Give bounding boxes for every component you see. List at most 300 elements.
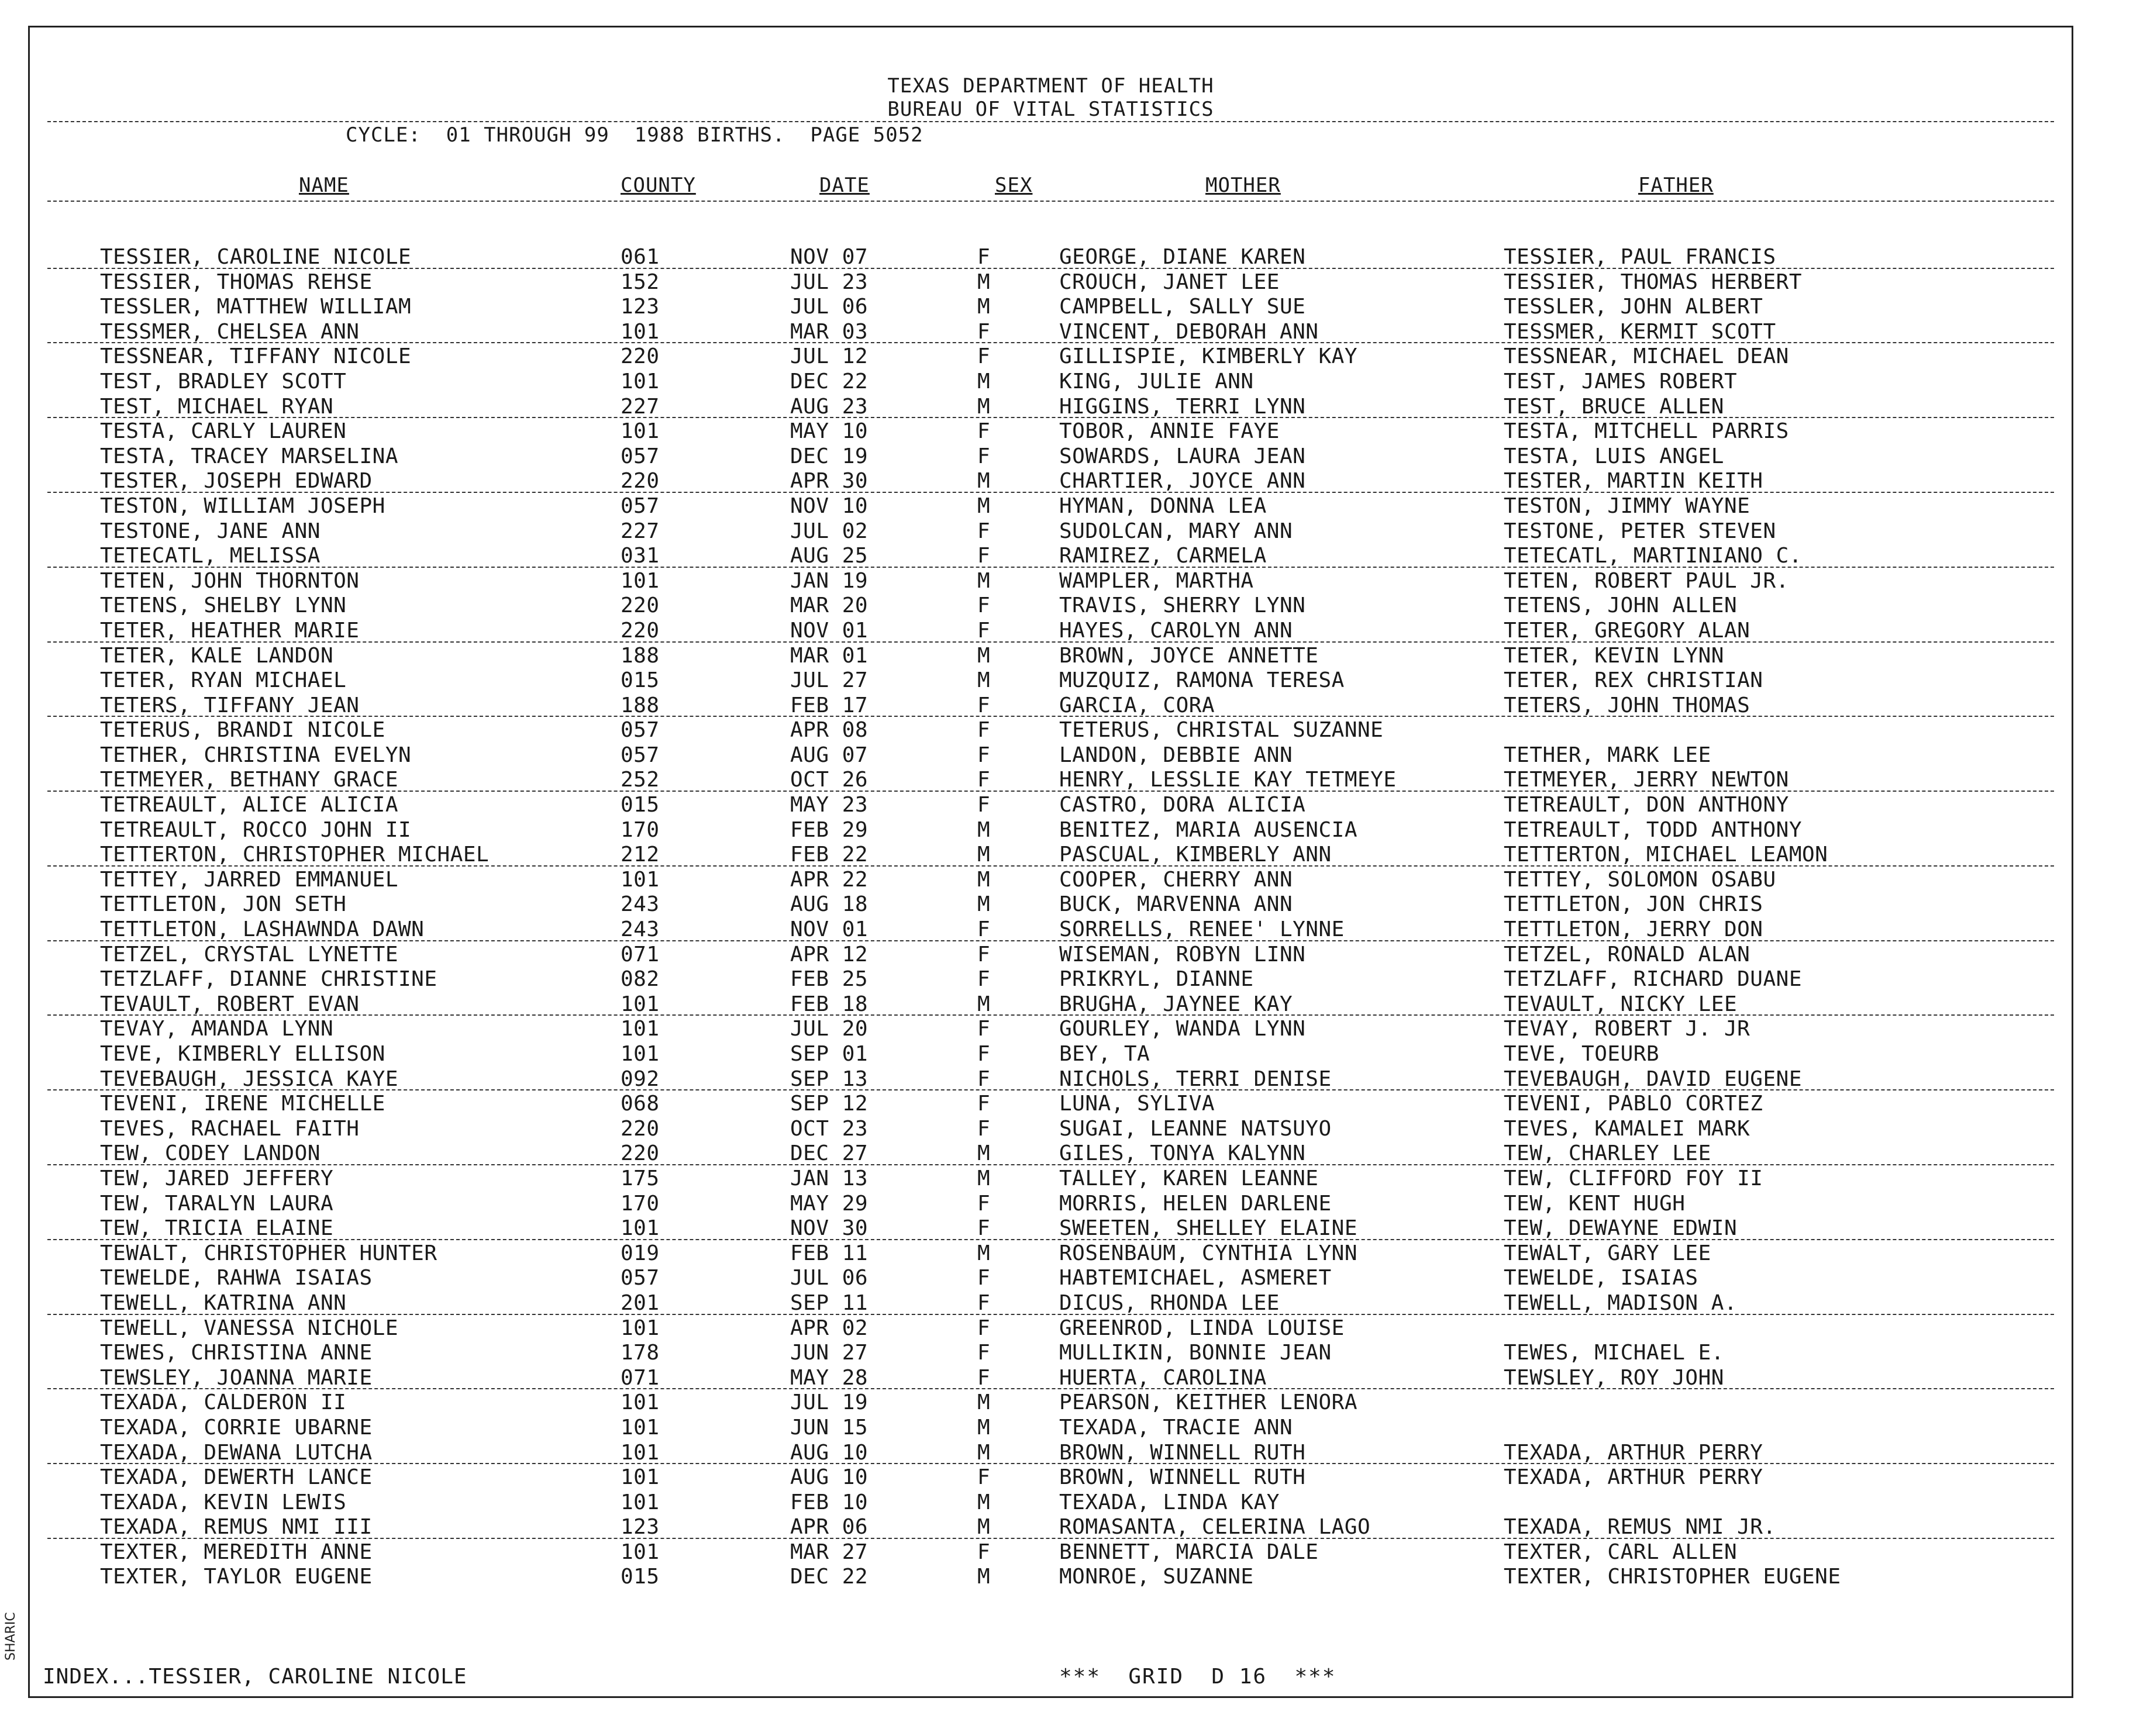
record-name: TEWALT, CHRISTOPHER HUNTER bbox=[100, 1241, 437, 1265]
record-sex: F bbox=[977, 1465, 991, 1490]
record-county: 092 bbox=[621, 1067, 660, 1091]
record-mother: PRIKRYL, DIANNE bbox=[1059, 967, 1254, 992]
record-date: JUN 15 bbox=[790, 1415, 869, 1440]
record-date: JUL 27 bbox=[790, 668, 869, 693]
record-sex: M bbox=[977, 1390, 991, 1415]
side-mark: SHARIC bbox=[4, 1612, 18, 1661]
record-date: JAN 19 bbox=[790, 568, 869, 593]
record-father: TEVES, KAMALEI MARK bbox=[1504, 1116, 1750, 1141]
record-mother: HENRY, LESSLIE KAY TETMEYE bbox=[1059, 768, 1397, 792]
record-sex: M bbox=[977, 817, 991, 842]
record-name: TEWES, CHRISTINA ANNE bbox=[100, 1341, 373, 1365]
record-name: TETZEL, CRYSTAL LYNETTE bbox=[100, 942, 398, 967]
record-mother: BRUGHA, JAYNEE KAY bbox=[1059, 992, 1293, 1016]
record-row bbox=[30, 370, 2072, 395]
record-mother: HYMAN, DONNA LEA bbox=[1059, 493, 1267, 518]
record-father: TEVAY, ROBERT J. JR bbox=[1504, 1017, 1750, 1041]
record-mother: HABTEMICHAEL, ASMERET bbox=[1059, 1266, 1332, 1290]
record-sex: F bbox=[977, 1365, 991, 1390]
record-sex: F bbox=[977, 519, 991, 543]
record-mother: TRAVIS, SHERRY LYNN bbox=[1059, 593, 1306, 618]
record-county: 178 bbox=[621, 1341, 660, 1365]
record-father: TEWALT, GARY LEE bbox=[1504, 1241, 1711, 1265]
record-mother: TEXADA, LINDA KAY bbox=[1059, 1490, 1280, 1514]
record-sex: M bbox=[977, 668, 991, 693]
record-mother: TOBOR, ANNIE FAYE bbox=[1059, 419, 1280, 444]
record-mother: SUGAI, LEANNE NATSUYO bbox=[1059, 1116, 1332, 1141]
record-mother: PEARSON, KEITHER LENORA bbox=[1059, 1390, 1357, 1415]
record-mother: SUDOLCAN, MARY ANN bbox=[1059, 519, 1293, 543]
record-row bbox=[30, 793, 2072, 818]
record-mother: CHARTIER, JOYCE ANN bbox=[1059, 469, 1306, 493]
record-father: TETHER, MARK LEE bbox=[1504, 743, 1711, 767]
record-county: 123 bbox=[621, 1515, 660, 1540]
record-row bbox=[30, 1341, 2072, 1366]
record-county: 188 bbox=[621, 693, 660, 717]
column-header-mother: MOTHER bbox=[1205, 174, 1281, 197]
record-mother: LANDON, DEBBIE ANN bbox=[1059, 743, 1293, 767]
record-row bbox=[30, 693, 2072, 719]
record-county: 057 bbox=[621, 444, 660, 468]
record-row bbox=[30, 395, 2072, 420]
record-sex: F bbox=[977, 1216, 991, 1241]
record-date: JUN 27 bbox=[790, 1341, 869, 1365]
record-name: TEST, MICHAEL RYAN bbox=[100, 394, 334, 419]
record-mother: GARCIA, CORA bbox=[1059, 693, 1215, 717]
record-date: NOV 07 bbox=[790, 245, 869, 269]
record-father: TEVE, TOEURB bbox=[1504, 1042, 1660, 1066]
record-row bbox=[30, 544, 2072, 569]
record-county: 220 bbox=[621, 344, 660, 369]
record-father: TESTONE, PETER STEVEN bbox=[1504, 519, 1776, 543]
record-row bbox=[30, 1017, 2072, 1042]
record-name: TEXADA, DEWERTH LANCE bbox=[100, 1465, 373, 1490]
record-name: TETER, KALE LANDON bbox=[100, 643, 334, 668]
record-sex: F bbox=[977, 1092, 991, 1116]
record-county: 252 bbox=[621, 768, 660, 792]
record-father: TETREAULT, DON ANTHONY bbox=[1504, 793, 1789, 817]
record-mother: MUZQUIZ, RAMONA TERESA bbox=[1059, 668, 1345, 693]
record-father: TESSLER, JOHN ALBERT bbox=[1504, 295, 1763, 319]
record-mother: ROMASANTA, CELERINA LAGO bbox=[1059, 1515, 1371, 1540]
record-mother: WAMPLER, MARTHA bbox=[1059, 568, 1254, 593]
record-father: TEST, BRUCE ALLEN bbox=[1504, 394, 1724, 419]
record-date: AUG 10 bbox=[790, 1465, 869, 1490]
record-county: 188 bbox=[621, 643, 660, 668]
record-mother: HIGGINS, TERRI LYNN bbox=[1059, 394, 1306, 419]
record-father: TEW, CHARLEY LEE bbox=[1504, 1141, 1711, 1166]
record-mother: COOPER, CHERRY ANN bbox=[1059, 867, 1293, 892]
column-header-date: DATE bbox=[819, 174, 870, 197]
record-mother: GILES, TONYA KALYNN bbox=[1059, 1141, 1306, 1166]
record-date: FEB 22 bbox=[790, 843, 869, 867]
record-county: 057 bbox=[621, 1266, 660, 1290]
cycle-line: CYCLE: 01 THROUGH 99 1988 BIRTHS. PAGE 5052 bbox=[346, 123, 923, 147]
record-county: 068 bbox=[621, 1092, 660, 1116]
record-date: NOV 01 bbox=[790, 917, 869, 942]
record-row bbox=[30, 868, 2072, 893]
record-row bbox=[30, 1416, 2072, 1441]
record-father: TEW, CLIFFORD FOY II bbox=[1504, 1166, 1763, 1190]
record-name: TETREAULT, ROCCO JOHN II bbox=[100, 817, 412, 842]
record-name: TETECATL, MELISSA bbox=[100, 544, 321, 568]
record-date: AUG 18 bbox=[790, 892, 869, 917]
record-row bbox=[30, 1042, 2072, 1067]
record-sex: M bbox=[977, 469, 991, 493]
record-father: TESSMER, KERMIT SCOTT bbox=[1504, 319, 1776, 344]
record-date: OCT 26 bbox=[790, 768, 869, 792]
record-sex: M bbox=[977, 493, 991, 518]
record-sex: M bbox=[977, 1141, 991, 1166]
record-sex: F bbox=[977, 967, 991, 992]
record-mother: MULLIKIN, BONNIE JEAN bbox=[1059, 1341, 1332, 1365]
record-county: 101 bbox=[621, 419, 660, 444]
record-sex: F bbox=[977, 1266, 991, 1290]
record-date: JUL 23 bbox=[790, 270, 869, 294]
record-row bbox=[30, 519, 2072, 544]
record-sex: F bbox=[977, 245, 991, 269]
record-name: TESTONE, JANE ANN bbox=[100, 519, 321, 543]
document-page bbox=[28, 26, 2073, 1698]
record-name: TETREAULT, ALICE ALICIA bbox=[100, 793, 398, 817]
column-header-name: NAME bbox=[299, 174, 349, 197]
record-date: NOV 30 bbox=[790, 1216, 869, 1241]
column-header-father: FATHER bbox=[1638, 174, 1714, 197]
record-mother: SOWARDS, LAURA JEAN bbox=[1059, 444, 1306, 468]
record-row bbox=[30, 270, 2072, 295]
record-county: 015 bbox=[621, 668, 660, 693]
record-mother: GEORGE, DIANE KAREN bbox=[1059, 245, 1306, 269]
record-row bbox=[30, 1540, 2072, 1565]
record-date: MAY 29 bbox=[790, 1191, 869, 1216]
record-sex: F bbox=[977, 1017, 991, 1041]
record-row bbox=[30, 644, 2072, 669]
record-mother: CASTRO, DORA ALICIA bbox=[1059, 793, 1306, 817]
record-sex: F bbox=[977, 1341, 991, 1365]
record-date: FEB 10 bbox=[790, 1490, 869, 1514]
record-mother: CAMPBELL, SALLY SUE bbox=[1059, 295, 1306, 319]
record-date: AUG 07 bbox=[790, 743, 869, 767]
record-date: MAR 03 bbox=[790, 319, 869, 344]
record-row bbox=[30, 1390, 2072, 1416]
record-mother: PASCUAL, KIMBERLY ANN bbox=[1059, 843, 1332, 867]
record-row bbox=[30, 494, 2072, 519]
record-date: JUL 19 bbox=[790, 1390, 869, 1415]
record-father: TESTA, MITCHELL PARRIS bbox=[1504, 419, 1789, 444]
record-county: 101 bbox=[621, 1390, 660, 1415]
record-name: TEWELL, VANESSA NICHOLE bbox=[100, 1316, 398, 1340]
record-county: 220 bbox=[621, 618, 660, 643]
record-mother: BENITEZ, MARIA AUSENCIA bbox=[1059, 817, 1357, 842]
record-father: TEXTER, CHRISTOPHER EUGENE bbox=[1504, 1565, 1841, 1589]
record-father: TETECATL, MARTINIANO C. bbox=[1504, 544, 1802, 568]
record-county: 123 bbox=[621, 295, 660, 319]
record-county: 057 bbox=[621, 493, 660, 518]
record-county: 170 bbox=[621, 817, 660, 842]
record-sex: M bbox=[977, 643, 991, 668]
record-father: TEW, DEWAYNE EDWIN bbox=[1504, 1216, 1738, 1241]
record-mother: BROWN, WINNELL RUTH bbox=[1059, 1440, 1306, 1465]
record-row bbox=[30, 1092, 2072, 1117]
record-date: NOV 10 bbox=[790, 493, 869, 518]
record-county: 227 bbox=[621, 394, 660, 419]
record-row bbox=[30, 320, 2072, 345]
record-row bbox=[30, 593, 2072, 619]
record-name: TETMEYER, BETHANY GRACE bbox=[100, 768, 398, 792]
record-sex: F bbox=[977, 593, 991, 618]
record-date: MAR 27 bbox=[790, 1540, 869, 1564]
record-father: TESTA, LUIS ANGEL bbox=[1504, 444, 1724, 468]
record-date: APR 12 bbox=[790, 942, 869, 967]
record-father: TETERS, JOHN THOMAS bbox=[1504, 693, 1750, 717]
record-row bbox=[30, 295, 2072, 320]
record-row bbox=[30, 1241, 2072, 1266]
record-sex: M bbox=[977, 992, 991, 1016]
record-county: 243 bbox=[621, 917, 660, 942]
record-date: APR 06 bbox=[790, 1515, 869, 1540]
record-sex: M bbox=[977, 1565, 991, 1589]
record-father: TETTLETON, JON CHRIS bbox=[1504, 892, 1763, 917]
record-county: 170 bbox=[621, 1191, 660, 1216]
record-sex: F bbox=[977, 1316, 991, 1340]
record-mother: BROWN, WINNELL RUTH bbox=[1059, 1465, 1306, 1490]
record-date: JUL 12 bbox=[790, 344, 869, 369]
record-father: TETER, KEVIN LYNN bbox=[1504, 643, 1724, 668]
record-sex: M bbox=[977, 270, 991, 294]
record-name: TESSIER, CAROLINE NICOLE bbox=[100, 245, 412, 269]
record-name: TETENS, SHELBY LYNN bbox=[100, 593, 347, 618]
record-sex: M bbox=[977, 1490, 991, 1514]
record-mother: GREENROD, LINDA LOUISE bbox=[1059, 1316, 1345, 1340]
record-father: TEVEBAUGH, DAVID EUGENE bbox=[1504, 1067, 1802, 1091]
record-county: 061 bbox=[621, 245, 660, 269]
record-county: 101 bbox=[621, 1540, 660, 1564]
record-county: 015 bbox=[621, 1565, 660, 1589]
record-date: APR 08 bbox=[790, 718, 869, 743]
record-name: TESTA, CARLY LAUREN bbox=[100, 419, 347, 444]
record-row bbox=[30, 569, 2072, 594]
record-name: TETTERTON, CHRISTOPHER MICHAEL bbox=[100, 843, 490, 867]
record-county: 101 bbox=[621, 369, 660, 394]
record-father: TESSIER, THOMAS HERBERT bbox=[1504, 270, 1802, 294]
record-mother: RAMIREZ, CARMELA bbox=[1059, 544, 1267, 568]
record-father: TESTER, MARTIN KEITH bbox=[1504, 469, 1763, 493]
records-list bbox=[30, 245, 2072, 1590]
record-county: 101 bbox=[621, 1042, 660, 1066]
record-name: TEW, TARALYN LAURA bbox=[100, 1191, 334, 1216]
record-row bbox=[30, 469, 2072, 494]
record-date: MAR 01 bbox=[790, 643, 869, 668]
record-mother: VINCENT, DEBORAH ANN bbox=[1059, 319, 1319, 344]
record-name: TEXADA, REMUS NMI III bbox=[100, 1515, 373, 1540]
record-county: 101 bbox=[621, 1216, 660, 1241]
record-row bbox=[30, 843, 2072, 868]
record-sex: F bbox=[977, 544, 991, 568]
record-father: TEWES, MICHAEL E. bbox=[1504, 1341, 1724, 1365]
record-sex: M bbox=[977, 568, 991, 593]
record-date: MAY 23 bbox=[790, 793, 869, 817]
bureau-title: BUREAU OF VITAL STATISTICS bbox=[887, 98, 1214, 121]
record-date: JAN 13 bbox=[790, 1166, 869, 1190]
record-county: 031 bbox=[621, 544, 660, 568]
record-row bbox=[30, 419, 2072, 444]
record-county: 220 bbox=[621, 1141, 660, 1166]
record-row bbox=[30, 818, 2072, 843]
record-name: TEW, TRICIA ELAINE bbox=[100, 1216, 334, 1241]
column-header-county: COUNTY bbox=[621, 174, 696, 197]
record-father: TETMEYER, JERRY NEWTON bbox=[1504, 768, 1789, 792]
record-father: TEXTER, CARL ALLEN bbox=[1504, 1540, 1738, 1564]
record-date: NOV 01 bbox=[790, 618, 869, 643]
record-county: 101 bbox=[621, 319, 660, 344]
record-row bbox=[30, 1141, 2072, 1166]
record-name: TESSIER, THOMAS REHSE bbox=[100, 270, 373, 294]
record-name: TETERUS, BRANDI NICOLE bbox=[100, 718, 385, 743]
record-county: 101 bbox=[621, 1017, 660, 1041]
record-father: TETREAULT, TODD ANTHONY bbox=[1504, 817, 1802, 842]
record-father: TEVAULT, NICKY LEE bbox=[1504, 992, 1738, 1016]
record-sex: F bbox=[977, 344, 991, 369]
record-row bbox=[30, 1166, 2072, 1192]
record-date: JUL 06 bbox=[790, 295, 869, 319]
record-mother: TALLEY, KAREN LEANNE bbox=[1059, 1166, 1319, 1190]
record-date: AUG 23 bbox=[790, 394, 869, 419]
record-father: TETTERTON, MICHAEL LEAMON bbox=[1504, 843, 1828, 867]
record-father: TESSIER, PAUL FRANCIS bbox=[1504, 245, 1776, 269]
record-mother: DICUS, RHONDA LEE bbox=[1059, 1290, 1280, 1315]
record-father: TEXADA, ARTHUR PERRY bbox=[1504, 1440, 1763, 1465]
record-father: TEWELL, MADISON A. bbox=[1504, 1290, 1738, 1315]
record-row bbox=[30, 992, 2072, 1017]
record-mother: SWEETEN, SHELLEY ELAINE bbox=[1059, 1216, 1357, 1241]
record-name: TEXTER, TAYLOR EUGENE bbox=[100, 1565, 373, 1589]
record-county: 057 bbox=[621, 718, 660, 743]
record-row bbox=[30, 718, 2072, 743]
record-sex: F bbox=[977, 942, 991, 967]
record-date: MAY 10 bbox=[790, 419, 869, 444]
record-sex: F bbox=[977, 768, 991, 792]
record-sex: F bbox=[977, 718, 991, 743]
record-name: TEXADA, CORRIE UBARNE bbox=[100, 1415, 373, 1440]
record-sex: M bbox=[977, 892, 991, 917]
record-name: TEXTER, MEREDITH ANNE bbox=[100, 1540, 373, 1564]
record-sex: M bbox=[977, 394, 991, 419]
record-mother: SORRELLS, RENEE' LYNNE bbox=[1059, 917, 1345, 942]
record-sex: M bbox=[977, 1440, 991, 1465]
record-row bbox=[30, 1291, 2072, 1316]
record-row bbox=[30, 743, 2072, 768]
record-row bbox=[30, 1515, 2072, 1540]
column-header-divider bbox=[47, 201, 2054, 202]
record-sex: F bbox=[977, 1191, 991, 1216]
record-father: TESTON, JIMMY WAYNE bbox=[1504, 493, 1750, 518]
record-father: TEXADA, REMUS NMI JR. bbox=[1504, 1515, 1776, 1540]
record-father: TESSNEAR, MICHAEL DEAN bbox=[1504, 344, 1789, 369]
record-mother: TEXADA, TRACIE ANN bbox=[1059, 1415, 1293, 1440]
record-sex: F bbox=[977, 444, 991, 468]
record-sex: F bbox=[977, 793, 991, 817]
record-date: FEB 25 bbox=[790, 967, 869, 992]
record-mother: WISEMAN, ROBYN LINN bbox=[1059, 942, 1306, 967]
record-name: TEW, CODEY LANDON bbox=[100, 1141, 321, 1166]
record-sex: F bbox=[977, 917, 991, 942]
record-mother: GILLISPIE, KIMBERLY KAY bbox=[1059, 344, 1357, 369]
record-father: TEWELDE, ISAIAS bbox=[1504, 1266, 1698, 1290]
record-mother: BEY, TA bbox=[1059, 1042, 1150, 1066]
record-row bbox=[30, 1565, 2072, 1590]
record-date: SEP 11 bbox=[790, 1290, 869, 1315]
record-name: TEXADA, CALDERON II bbox=[100, 1390, 347, 1415]
record-row bbox=[30, 245, 2072, 270]
record-county: 015 bbox=[621, 793, 660, 817]
record-mother: CROUCH, JANET LEE bbox=[1059, 270, 1280, 294]
record-father: TEWSLEY, ROY JOHN bbox=[1504, 1365, 1724, 1390]
record-mother: NICHOLS, TERRI DENISE bbox=[1059, 1067, 1332, 1091]
record-mother: MORRIS, HELEN DARLENE bbox=[1059, 1191, 1332, 1216]
record-name: TESSLER, MATTHEW WILLIAM bbox=[100, 295, 412, 319]
record-county: 220 bbox=[621, 593, 660, 618]
record-date: MAY 28 bbox=[790, 1365, 869, 1390]
record-county: 101 bbox=[621, 1415, 660, 1440]
record-father: TETTEY, SOLOMON OSABU bbox=[1504, 867, 1776, 892]
record-father: TETZLAFF, RICHARD DUANE bbox=[1504, 967, 1802, 992]
record-county: 175 bbox=[621, 1166, 660, 1190]
record-mother: BUCK, MARVENNA ANN bbox=[1059, 892, 1293, 917]
record-name: TEVES, RACHAEL FAITH bbox=[100, 1116, 360, 1141]
record-sex: F bbox=[977, 419, 991, 444]
record-name: TETHER, CHRISTINA EVELYN bbox=[100, 743, 412, 767]
record-name: TEXADA, KEVIN LEWIS bbox=[100, 1490, 347, 1514]
record-name: TEXADA, DEWANA LUTCHA bbox=[100, 1440, 373, 1465]
record-name: TETERS, TIFFANY JEAN bbox=[100, 693, 360, 717]
record-date: APR 30 bbox=[790, 469, 869, 493]
record-mother: HUERTA, CAROLINA bbox=[1059, 1365, 1267, 1390]
record-father: TETENS, JOHN ALLEN bbox=[1504, 593, 1738, 618]
record-date: DEC 27 bbox=[790, 1141, 869, 1166]
index-footer: INDEX...TESSIER, CAROLINE NICOLE bbox=[43, 1665, 467, 1689]
record-name: TETTLETON, LASHAWNDA DAWN bbox=[100, 917, 425, 942]
record-sex: F bbox=[977, 319, 991, 344]
record-sex: F bbox=[977, 693, 991, 717]
record-mother: GOURLEY, WANDA LYNN bbox=[1059, 1017, 1306, 1041]
record-sex: F bbox=[977, 1540, 991, 1564]
record-county: 057 bbox=[621, 743, 660, 767]
record-sex: F bbox=[977, 1116, 991, 1141]
record-sex: M bbox=[977, 1515, 991, 1540]
record-mother: MONROE, SUZANNE bbox=[1059, 1565, 1254, 1589]
record-date: JUL 02 bbox=[790, 519, 869, 543]
record-date: AUG 25 bbox=[790, 544, 869, 568]
record-date: DEC 22 bbox=[790, 369, 869, 394]
record-county: 101 bbox=[621, 992, 660, 1016]
record-sex: F bbox=[977, 743, 991, 767]
record-county: 101 bbox=[621, 1465, 660, 1490]
record-date: JUL 06 bbox=[790, 1266, 869, 1290]
record-sex: F bbox=[977, 1290, 991, 1315]
record-name: TETTEY, JARRED EMMANUEL bbox=[100, 867, 398, 892]
record-date: OCT 23 bbox=[790, 1116, 869, 1141]
record-row bbox=[30, 768, 2072, 793]
record-county: 071 bbox=[621, 1365, 660, 1390]
record-father: TETER, REX CHRISTIAN bbox=[1504, 668, 1763, 693]
record-row bbox=[30, 1192, 2072, 1217]
record-name: TEWELL, KATRINA ANN bbox=[100, 1290, 347, 1315]
record-mother: HAYES, CAROLYN ANN bbox=[1059, 618, 1293, 643]
record-name: TETZLAFF, DIANNE CHRISTINE bbox=[100, 967, 437, 992]
record-row bbox=[30, 668, 2072, 693]
record-county: 152 bbox=[621, 270, 660, 294]
record-row bbox=[30, 967, 2072, 992]
